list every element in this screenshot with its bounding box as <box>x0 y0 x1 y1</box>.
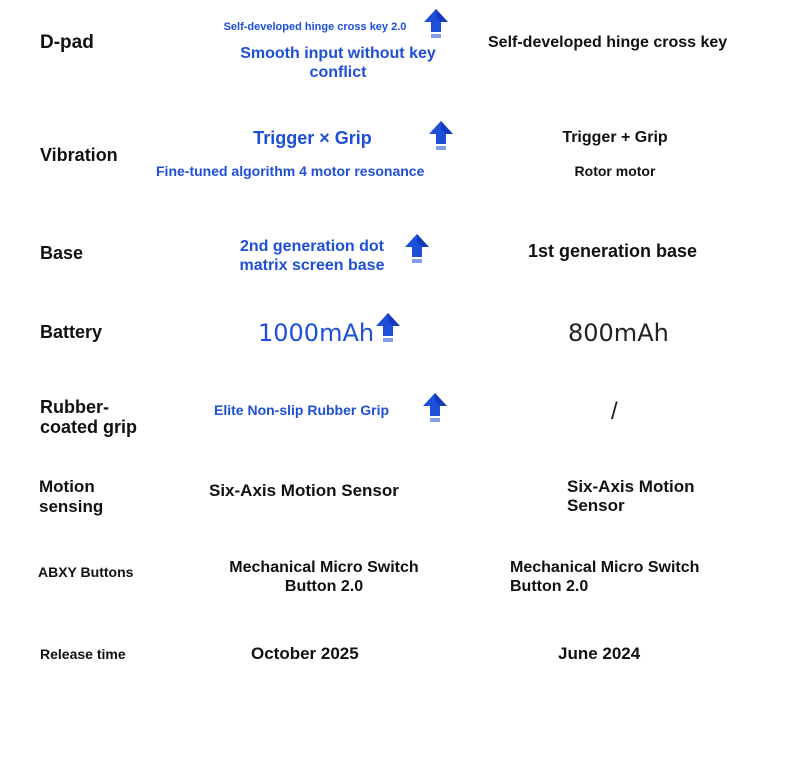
up-arrow-icon <box>404 233 430 265</box>
motion-old-value: Six-Axis Motion Sensor <box>567 477 695 515</box>
base-new-value: 2nd generation dot matrix screen base <box>239 238 385 274</box>
dpad-new-description: Smooth input without key conflict <box>240 45 436 81</box>
row-label-battery: Battery <box>40 322 103 342</box>
row-label-rubber-grip: Rubber-coated grip <box>40 397 138 437</box>
row-label-abxy-buttons: ABXY Buttons <box>38 564 134 580</box>
battery-old-value: 800mAh <box>568 319 669 347</box>
dpad-new-version: Self-developed hinge cross key 2.0 <box>223 21 407 33</box>
row-label-vibration: Vibration <box>40 145 118 165</box>
row-label-base: Base <box>40 243 84 263</box>
release-old-value: June 2024 <box>558 644 641 663</box>
vibration-old-value: Trigger + Grip <box>562 129 668 146</box>
up-arrow-icon <box>428 120 454 152</box>
abxy-old-value: Mechanical Micro Switch Button 2.0 <box>510 559 700 595</box>
vibration-old-description: Rotor motor <box>574 163 656 179</box>
row-label-motion-sensing: Motion sensing <box>39 477 104 516</box>
vibration-new-value: Trigger × Grip <box>253 128 372 148</box>
dpad-old-value: Self-developed hinge cross key <box>488 34 728 51</box>
motion-new-value: Six-Axis Motion Sensor <box>209 481 399 500</box>
up-arrow-icon <box>423 8 449 40</box>
battery-new-value: 1000mAh <box>258 319 375 347</box>
up-arrow-icon <box>422 392 448 424</box>
grip-new-value: Elite Non-slip Rubber Grip <box>214 402 390 418</box>
release-new-value: October 2025 <box>251 644 359 663</box>
vibration-new-description: Fine-tuned algorithm 4 motor resonance <box>156 163 425 179</box>
row-label-release-time: Release time <box>40 646 126 662</box>
base-old-value: 1st generation base <box>528 241 698 261</box>
up-arrow-icon <box>375 312 401 344</box>
abxy-new-value: Mechanical Micro Switch Button 2.0 <box>229 559 419 595</box>
grip-old-value: / <box>611 398 618 425</box>
row-label-dpad: D-pad <box>40 32 94 53</box>
